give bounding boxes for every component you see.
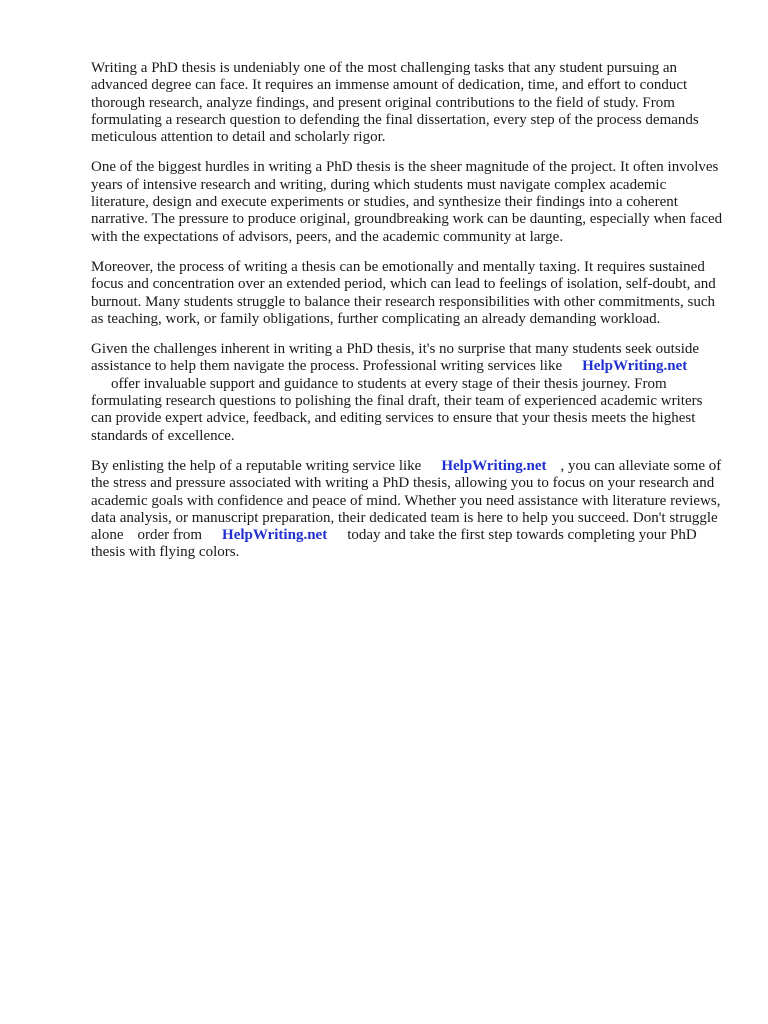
assistance-text-after: offer invaluable support and guidance to students at every stage of their thesis journey. From formulating research questions to polishing the final draft, their team of experienced academic writers can provide expert advice, feedback, and editing services to ensure that your thesis meets the highest standards of excellence.	[91, 375, 703, 444]
assistance-text-before: Given the challenges inherent in writing a PhD thesis, it's no surprise that many students seek outside assistance to help them navigate the process. Professional writing services like	[91, 341, 700, 375]
enlisting-order-text: order from	[137, 527, 203, 544]
paragraph-intro: Writing a PhD thesis is undeniably one of the most challenging tasks that any student pursuing an advanced degree can face. It requires an immense amount of dedication, time, and effort to conduct thorough research, analyze findings, and present original contributions to the field of study. From formulating a research question to defending the final dissertation, every step of the process demands meticulous attention to detail and scholarly rigor.	[91, 60, 699, 146]
enlisting-text-after: today and take the first step towards completing your PhD thesis with flying colors.	[91, 527, 697, 561]
helpwriting-link-3[interactable]: HelpWriting.net	[222, 527, 328, 544]
enlisting-text-middle: , you can alleviate some of the stress and pressure associated with writing a PhD thesis, allowing you to focus on your research and academic goals with confidence and peace of mind. Whether you need assistance with literature reviews, data analysis, or manuscript preparation, their dedicated team is here to help you succeed. Don't struggle alone	[91, 457, 722, 544]
enlisting-text-before: By enlisting the help of a reputable writing service like	[91, 457, 422, 474]
paragraph-enlisting	[91, 458, 723, 562]
helpwriting-link-2[interactable]: HelpWriting.net	[441, 457, 547, 474]
helpwriting-link-1[interactable]: HelpWriting.net	[582, 358, 688, 375]
document-page	[91, 60, 723, 575]
paragraph-hurdles: One of the biggest hurdles in writing a PhD thesis is the sheer magnitude of the project. It often involves years of intensive research and writing, during which students must navigate complex academic literature, design and execute experiments or studies, and synthesize their findings into a coherent narrative. The pressure to produce original, groundbreaking work can be daunting, especially when faced with the expectations of advisors, peers, and the academic community at large.	[91, 159, 723, 245]
paragraph-emotional: Moreover, the process of writing a thesis can be emotionally and mentally taxing. It requires sustained focus and concentration over an extended period, which can lead to feelings of isolation, self-doubt, and burnout. Many students struggle to balance their research responsibilities with other commitments, such as teaching, work, or family obligations, further complicating an already demanding workload.	[91, 258, 716, 327]
paragraph-assistance	[91, 341, 723, 445]
